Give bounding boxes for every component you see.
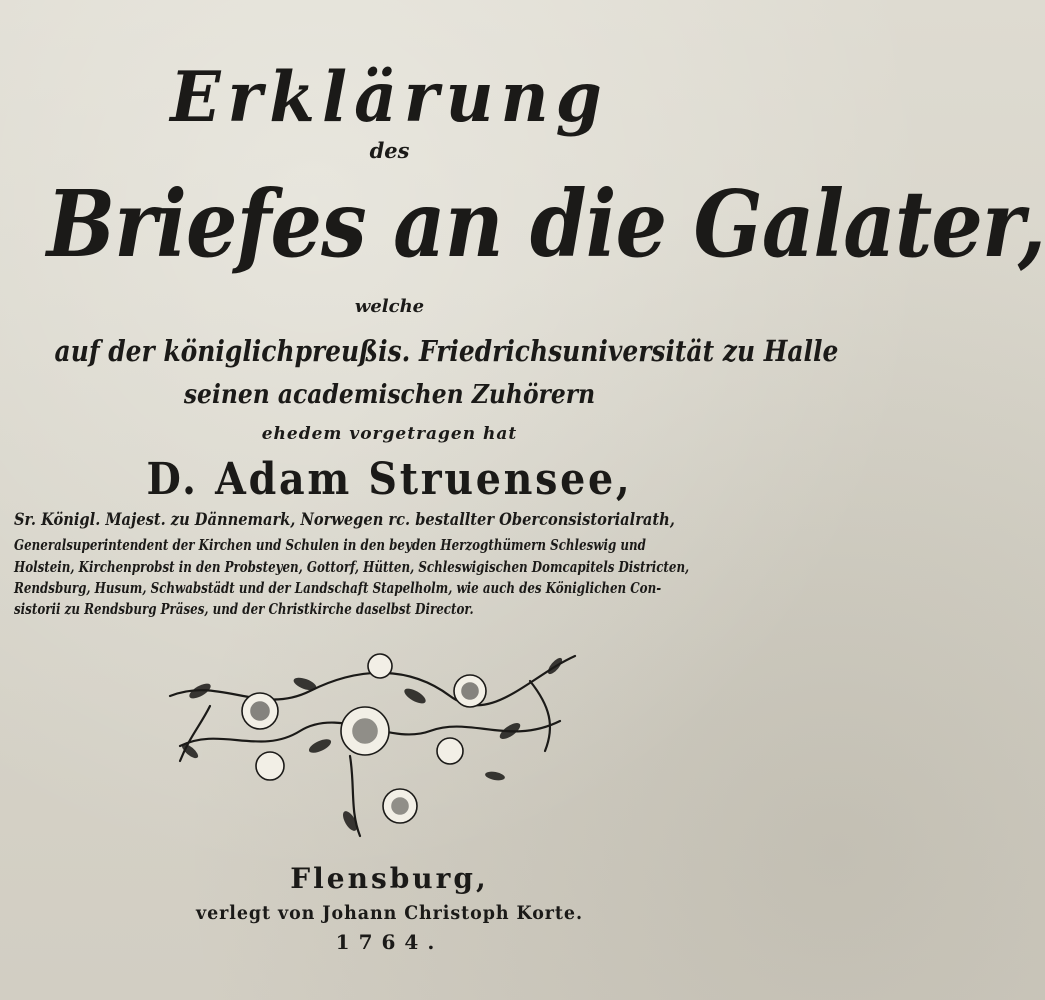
credential-line: Rendsburg, Husum, Schwabstädt und der Landschaft Stapelholm, wie auch des Königlichen Con- (14, 579, 662, 597)
imprint-publisher: verlegt von Johann Christoph Korte. (196, 902, 583, 924)
imprint-year: 1764. (335, 930, 444, 954)
main-title: Erklärung (170, 56, 609, 138)
credential-line: Generalsuperintendent der Kirchen und Schulen in den beyden Herzogthümern Schleswig und (14, 536, 646, 554)
floral-vignette-icon (150, 636, 590, 846)
title-welche: welche (354, 296, 425, 317)
credential-line: Sr. Königl. Majest. zu Dännemark, Norwegen rc. bestallter Oberconsistorialrath, (14, 510, 675, 530)
credential-line: sistorii zu Rendsburg Präses, und der Christkirche daselbst Director. (14, 600, 474, 618)
subject-title: Briefes an die Galater, (46, 170, 1045, 278)
delivered-line: ehedem vorgetragen hat (261, 424, 518, 444)
imprint-city: Flensburg, (290, 862, 489, 895)
title-des: des (369, 138, 410, 163)
author-name: D. Adam Struensee, (146, 454, 633, 505)
audience-line: seinen academischen Zuhörern (183, 380, 596, 410)
university-line: auf der königlichpreußis. Friedrichsuniversität zu Halle (54, 334, 839, 368)
credential-line: Holstein, Kirchenprobst in den Probsteyen, Gottorf, Hütten, Schleswigischen Domcapitels Districten, (14, 558, 690, 576)
